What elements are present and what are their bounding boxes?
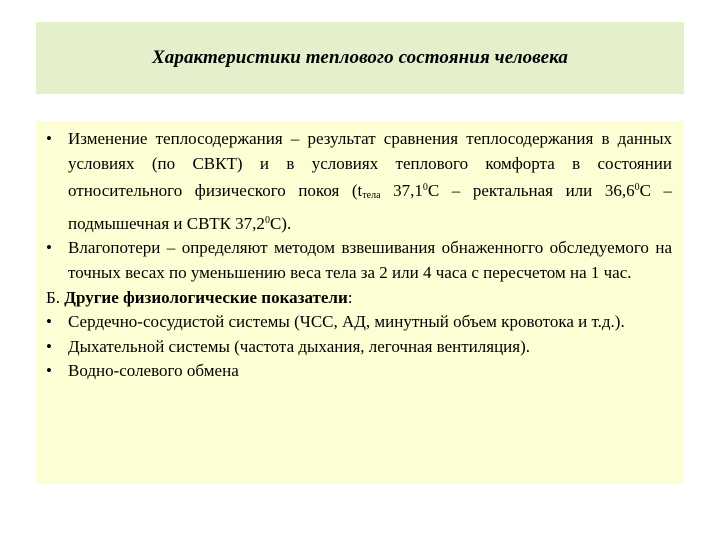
item-text: Изменение теплосодержания – результат сравнения теплосодержания в данных условиях (по СВКТ) и в условиях теплового комфорта в состоянии относительного физического покоя ($t_{тела}$ 37,1$^0$С – ректальная или 36,6$^0$С – подмышечная и СВТК 37,2$^0$С). [68, 129, 672, 233]
section-prefix: Б. [46, 287, 65, 307]
bullet: • [46, 312, 52, 332]
bullet: • [46, 129, 52, 148]
item-text: Водно-солевого обмена [68, 361, 239, 381]
item-text: Влагопотери – определяют методом взвешивания обнаженногго обследуемого на точных весах по уменьшению веса тела за 2 или 4 часа с пересчетом на 1 час. [68, 238, 672, 282]
list-item-respiratory [46, 335, 672, 360]
item-text: Сердечно-сосудистой системы (ЧСС, АД, минутный объем кровотока и т.д.). [68, 312, 625, 332]
slide-title: Характеристики теплового состояния человека [151, 47, 569, 68]
list-item-heat-content [46, 127, 672, 236]
list-item-moisture-loss [46, 236, 672, 285]
title-banner [36, 22, 684, 94]
item-text: Дыхательной системы (частота дыхания, легочная вентиляция). [68, 336, 530, 356]
superscript-degree: 0 [264, 214, 270, 226]
section-b-heading [46, 286, 672, 311]
section-suffix: : [347, 287, 353, 307]
superscript-degree: 0 [422, 182, 428, 194]
section-heading-text: Другие физиологические показатели [64, 287, 348, 307]
superscript-degree: 0 [634, 182, 640, 194]
list-item-water-salt [46, 359, 672, 384]
subscript-tela: тела [362, 190, 381, 202]
content-panel [36, 121, 684, 484]
bullet: • [46, 238, 52, 258]
list-item-cardiovascular [46, 310, 672, 335]
bullet: • [46, 361, 52, 381]
bullet: • [46, 336, 52, 356]
